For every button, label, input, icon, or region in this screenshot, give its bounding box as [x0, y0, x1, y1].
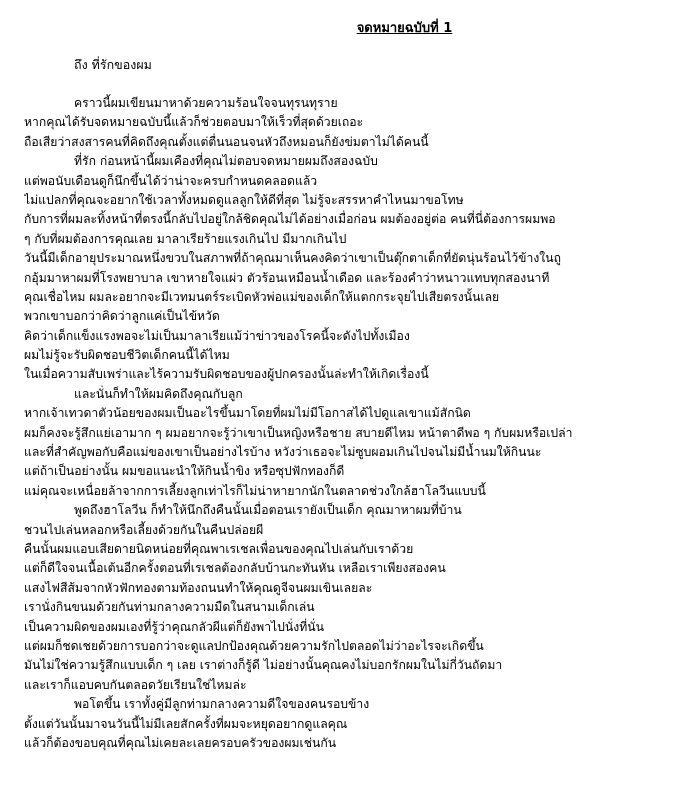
letter-line: เรานั่งกินขนมด้วยกันท่ามกลางความมืดในสนามเด็กเล่น — [24, 600, 315, 615]
letter-line: มันไม่ใช่ความรู้สึกแบบเด็ก ๆ เลย เราต่างก็รู้ดี ไม่อย่างนั้นคุณคงไม่บอกรักผมในไม่กี่วันถัดมา — [24, 658, 503, 673]
letter-line: พูดถึงฮาโลวีน ก็ทำให้นึกถึงคืนนั้นเมื่อตอนเรายังเป็นเด็ก คุณมาหาผมที่บ้าน — [74, 503, 462, 518]
letter-line: พวกเขาบอกว่าคิดว่าลูกแค่เป็นไข้หวัด — [24, 309, 220, 324]
letter-line: แต่ก็ดีใจจนเนื้อเต้นอีกครั้งตอนที่เรเชลต้องกลับบ้านกะทันหัน เหลือเราเพียงสองคน — [24, 561, 446, 576]
letter-salutation: ถึง ที่รักของผม — [74, 57, 152, 72]
letter-line: ผมก็คงจะรู้สึกแย่เอามาก ๆ ผมอยากจะรู้ว่าเขาเป็นหญิงหรือชาย สบายดีไหม หน้าตาดีพอ ๆ กับผมหรือเปล่า — [24, 425, 573, 440]
letter-line: กอุ้มมาหาผมที่โรงพยาบาล เขาหายใจแผ่ว ตัวร้อนเหมือนน้ำเดือด และร้องคำว่าหนาวแทบทุกสองนาที — [24, 270, 550, 285]
letter-line: เป็นความผิดของผมเองที่รู้ว่าคุณกลัวผีแต่ก็ยังพาไปนั่งที่นั่น — [24, 619, 324, 634]
letter-line: ผมไม่รู้จะรับผิดชอบชีวิตเด็กคนนี้ได้ไหม — [24, 348, 230, 363]
letter-line: ตั้งแต่วันนั้นมาจนวันนี้ไม่มีเลยสักครั้งที่ผมจะหยุดอยากดูแลคุณ — [24, 716, 348, 731]
letter-line: หากคุณได้รับจดหมายฉบับนี้แล้วก็ช่วยตอบมาให้เร็วที่สุดด้วยเถอะ — [24, 115, 364, 130]
letter-line: ที่รัก ก่อนหน้านี้ผมเคืองที่คุณไม่ตอบจดหมายผมถึงสองฉบับ — [74, 154, 378, 169]
letter-line: และเราก็แอบคบกันตลอดวัยเรียนใช่ไหมล่ะ — [24, 677, 247, 692]
letter-line: แล้วก็ต้องขอบคุณที่คุณไม่เคยละเลยครอบครัวของผมเช่นกัน — [24, 735, 337, 750]
letter-line: หากเจ้าเทวดาตัวน้อยของผมเป็นอะไรขึ้นมาโดยที่ผมไม่มีโอกาสได้ไปดูแลเขาแม้สักนิด — [24, 406, 471, 421]
letter-line: กับการที่ผมละทิ้งหน้าที่ตรงนี้กลับไปอยู่ใกล้ชิดคุณไม่ได้อย่างเมื่อก่อน ผมต้องอยู่ต่อ คนที่นี่ต้องการผมพอ — [24, 212, 556, 227]
letter-line: คิดว่าเด็กแข็งแรงพอจะไม่เป็นมาลาเรียแม้ว่าข่าวของโรคนี้จะดังไปทั้งเมือง — [24, 328, 410, 343]
letter-line: พอโตขึ้น เราทั้งคู่มีลูกท่ามกลางความดีใจของคนรอบข้าง — [74, 697, 370, 712]
letter-line: ๆ กับที่ผมต้องการคุณเลย มาลาเรียร้ายแรงเกินไป มีมากเกินไป — [24, 231, 347, 246]
letter-line: คืนนั้นผมแอบเสียดายนิดหน่อยที่คุณพาเรเชลเพื่อนของคุณไปเล่นกับเราด้วย — [24, 541, 414, 556]
letter-body — [24, 94, 665, 753]
letter-line: และนั่นก็ทำให้ผมคิดถึงคุณกับลูก — [74, 386, 243, 401]
letter-line: แสงไฟสีส้มจากหัวฟักทองตามท้องถนนทำให้คุณดูจีจนผมเขินเลยละ — [24, 580, 373, 595]
letter-line: แต่พอนับเดือนดูก็นึกขึ้นได้ว่าน่าจะครบกำหนดคลอดแล้ว — [24, 173, 318, 188]
letter-title: จดหมายฉบับที่ 1 — [356, 21, 453, 36]
letter-line: คราวนี้ผมเขียนมาหาด้วยความร้อนใจจนทุรนทุราย — [74, 96, 338, 110]
letter-line: ชวนไปเล่นหลอกหรือเลี้ยงด้วยกันในคืนปล่อยผี — [24, 522, 264, 537]
letter-line: ในเมื่อความสับเพร่าและไร้ความรับผิดชอบของผู้ปกครองนั้นล่ะทำให้เกิดเรื่องนี้ — [24, 367, 429, 382]
letter-line: คุณเชื่อไหม ผมละอยากจะมีเวทมนตร์ระเบิดหัวพ่อแม่ของเด็กให้แตกกระจุยไปเสียตรงนั้นเลย — [24, 289, 500, 304]
letter-line: แต่ถ้าเป็นอย่างนั้น ผมขอแนะนำให้กินน้ำขิง หรือซุปฟักทองก็ดี — [24, 464, 345, 479]
letter-line: แม่คุณจะเหนื่อยล้าจากการเลี้ยงลูกเท่าไรก็ไม่น่าหายากนักในตลาดช่วงใกล้ฮาโลวีนแบบนี้ — [24, 483, 486, 498]
letter-line: วันนี้มีเด็กอายุประมาณหนึ่งขวบในสภาพที่ถ้าคุณมาเห็นคงคิดว่าเขาเป็นตุ๊กตาเด็กที่ยัดนุ่นร้อนไว้ข้างในถู — [24, 251, 561, 266]
letter-line: ถือเสียว่าสงสารคนที่คิดถึงคุณตั้งแต่ตื่นนอนจนหัวถึงหมอนก็ยังข่มตาไม่ได้คนนี้ — [24, 134, 429, 149]
letter-line: แต่ผมก็ชดเชยด้วยการบอกว่าจะดูแลปกป้องคุณด้วยความรักไปตลอดไม่ว่าอะไรจะเกิดขึ้น — [24, 638, 484, 653]
letter-line: ไม่แปลกที่คุณจะอยากใช้เวลาทั้งหมดดูแลลูกให้ดีที่สุด ไม่รู้จะสรรหาคำไหนมาขอโทษ — [24, 192, 464, 207]
letter-line: และที่สำคัญพอกับคือแม่ของเขาเป็นอย่างไรบ้าง หวังว่าเธอจะไม่ซูบผอมเกินไปจนไม่มีน้ำนมให้กินนะ — [24, 445, 542, 460]
